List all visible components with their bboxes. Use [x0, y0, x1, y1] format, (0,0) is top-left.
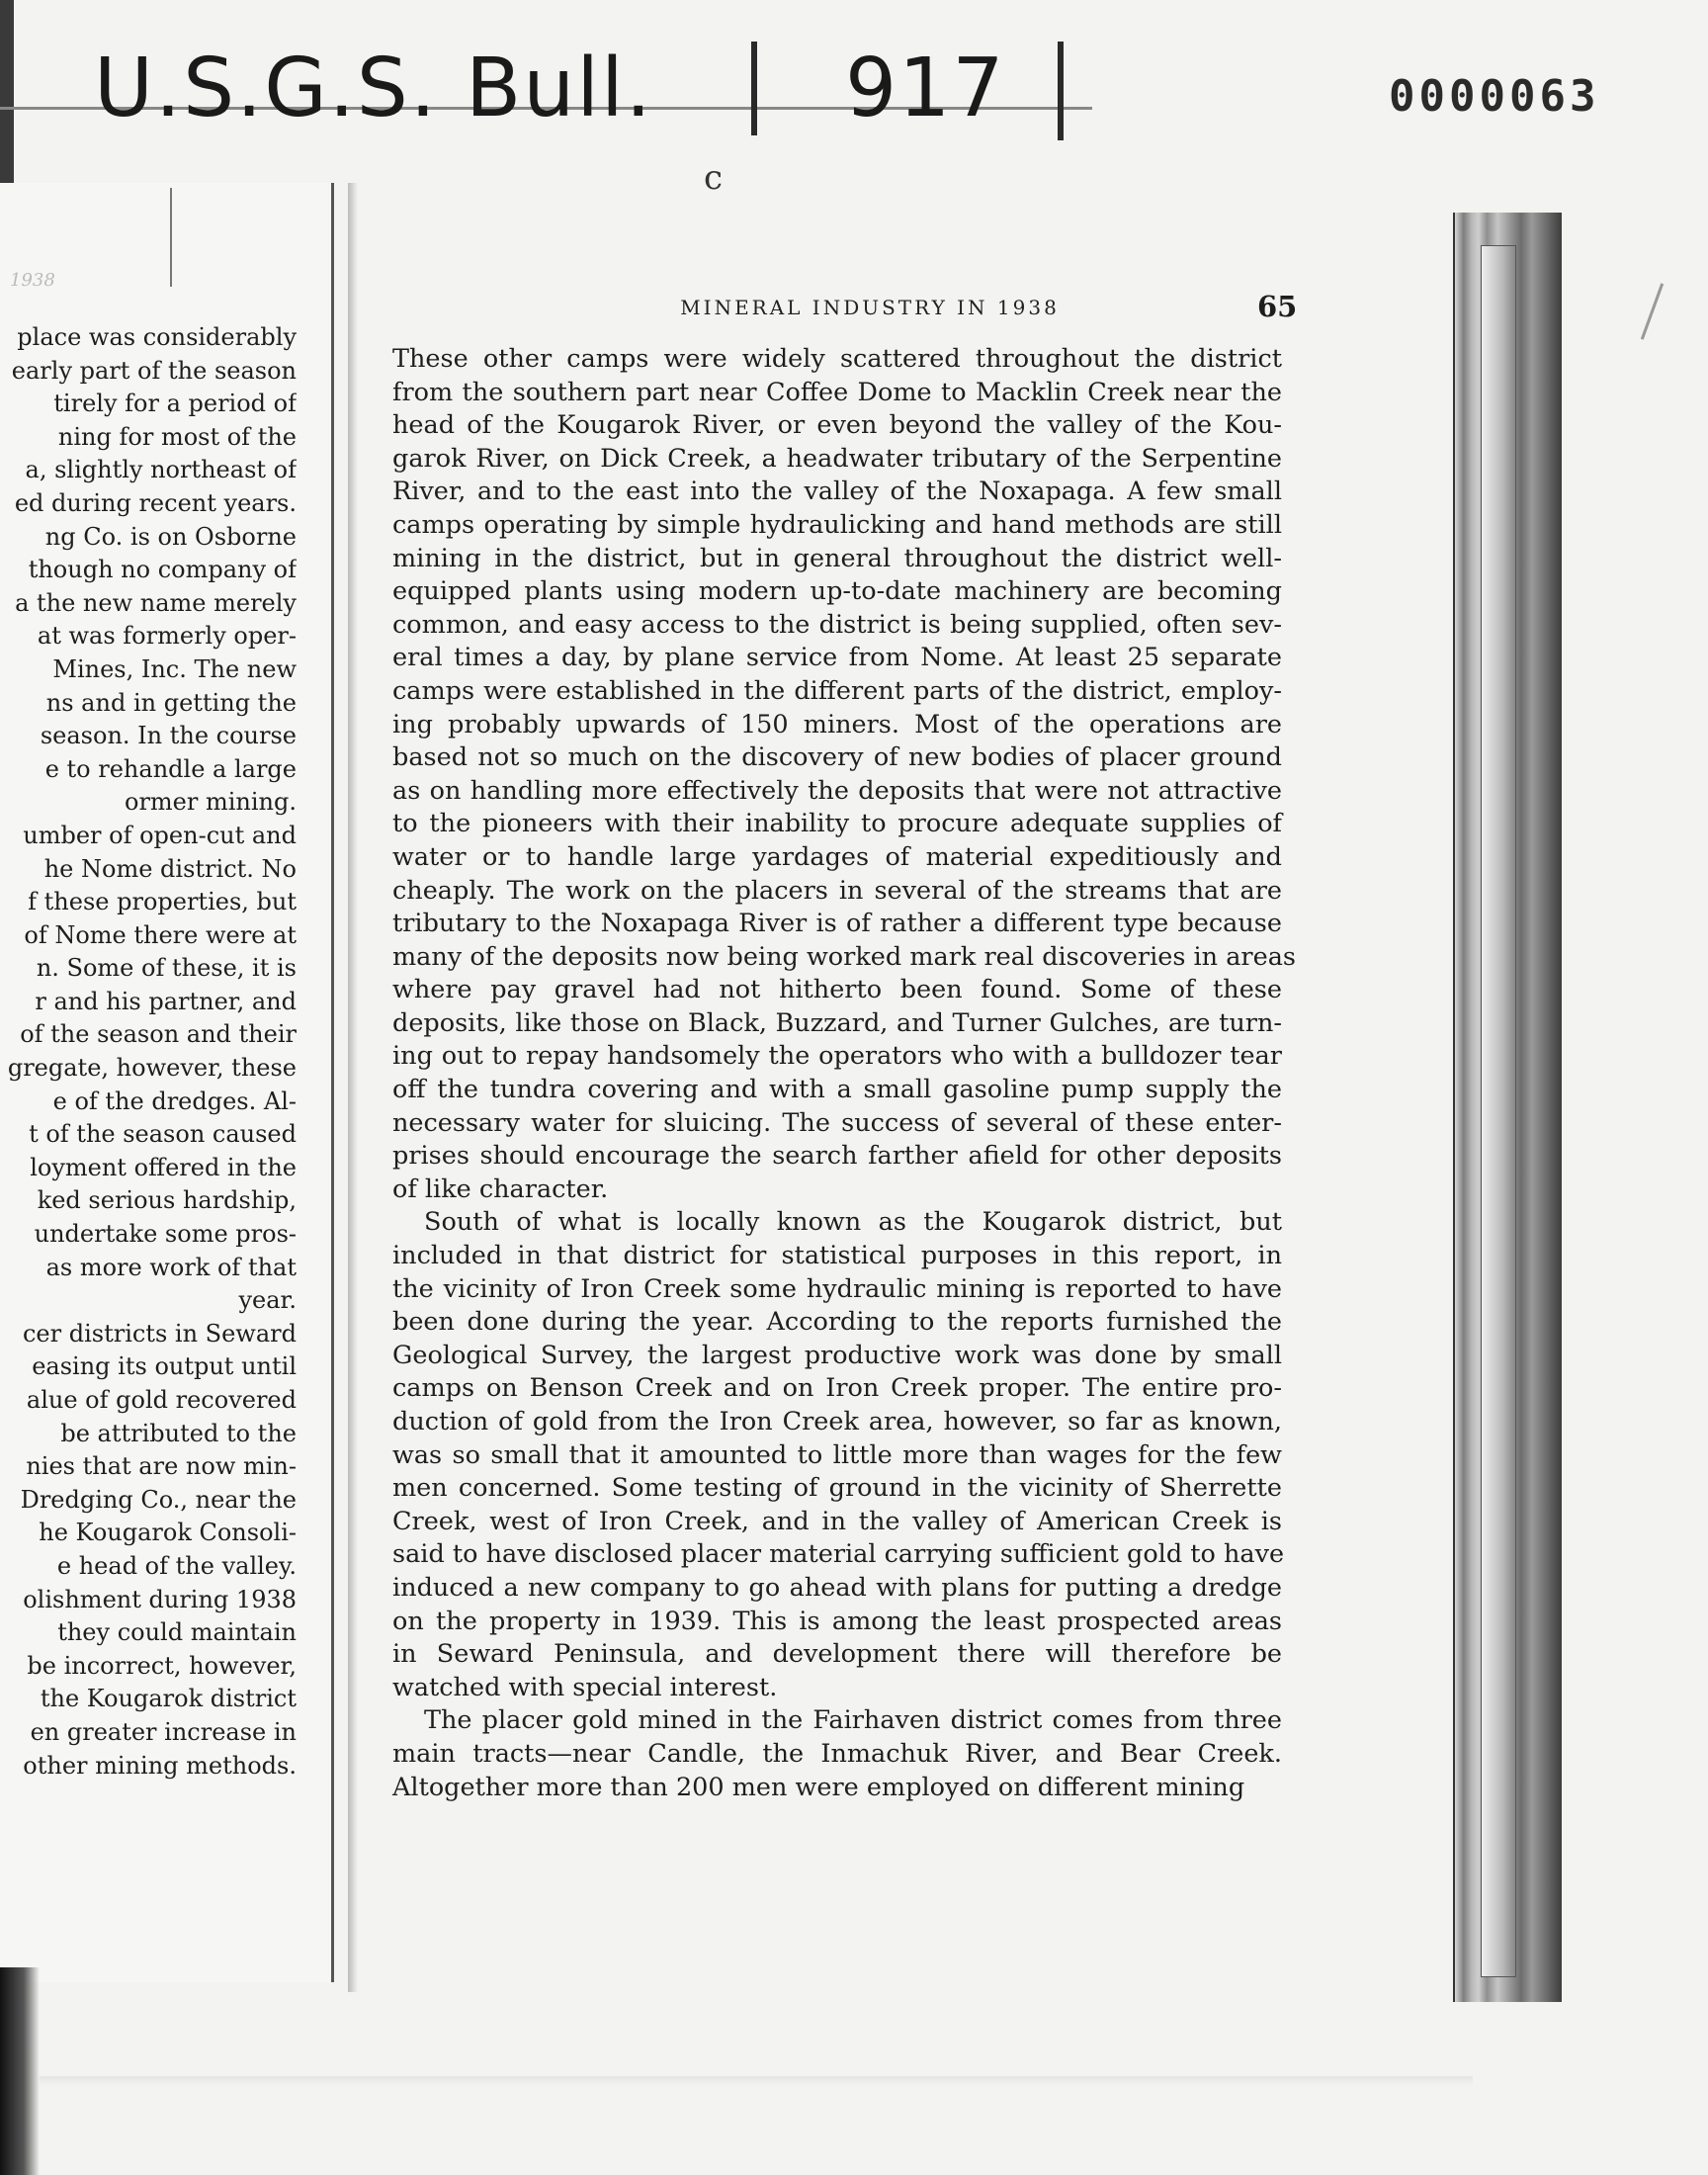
body-text-line: necessary water for sluicing. The success of several of these enter-	[392, 1107, 1282, 1138]
body-text-line: mining in the district, but in general throughout the district well-	[392, 543, 1282, 573]
left-page-line: ormer mining.	[125, 788, 297, 817]
left-page-line: as more work of that	[45, 1253, 297, 1281]
left-page-line: he Kougarok Consoli-	[39, 1519, 297, 1547]
body-text-line: off the tundra covering and with a small gasoline pump supply the	[392, 1075, 1282, 1105]
body-text-line: ing out to repay handsomely the operators who with a bulldozer tear	[392, 1041, 1282, 1072]
handwritten-separator	[1058, 42, 1064, 140]
left-faint-text: 1938	[10, 270, 55, 291]
body-text-line: main tracts—near Candle, the Inmachuk River, and Bear Creek.	[392, 1738, 1282, 1769]
left-margin-rule	[170, 188, 172, 287]
left-page-line: be attributed to the	[60, 1419, 297, 1447]
left-page-line: of Nome there were at	[24, 920, 297, 949]
body-text-line: deposits, like those on Black, Buzzard, and Turner Gulches, are turn-	[392, 1007, 1282, 1038]
left-page-line: undertake some pros-	[34, 1220, 297, 1249]
body-text-line: from the southern part near Coffee Dome to Macklin Creek near the	[392, 377, 1282, 407]
left-page-line: r and his partner, and	[35, 987, 297, 1015]
body-text-line: in Seward Peninsula, and development there will therefore be	[392, 1639, 1282, 1670]
body-text-line: where pay gravel had not hitherto been found. Some of these	[392, 975, 1282, 1005]
left-page-line: he Nome district. No	[43, 854, 297, 883]
left-page-line: Mines, Inc. The new	[52, 654, 297, 683]
body-text-line: Creek, west of Iron Creek, and in the valley of American Creek is	[392, 1506, 1282, 1536]
left-page-line: of the season and their	[20, 1020, 297, 1049]
left-page-line: early part of the season	[11, 356, 297, 385]
left-page-line: cer districts in Seward	[22, 1319, 297, 1348]
body-text-line: Altogether more than 200 men were employed on different mining	[392, 1772, 1245, 1802]
body-text-line: ing probably upwards of 150 miners. Most of the operations are	[392, 709, 1282, 740]
handwritten-annotation	[94, 42, 1092, 150]
body-text-line: based not so much on the discovery of new bodies of placer ground	[392, 742, 1282, 773]
scan-corner-shadow	[0, 1967, 40, 2175]
body-text-line: of like character.	[392, 1174, 609, 1204]
left-page-line: olishment during 1938	[23, 1585, 297, 1613]
left-page-line: a, slightly northeast of	[25, 456, 297, 484]
left-page-line: year.	[238, 1286, 297, 1315]
main-page	[361, 193, 1409, 2002]
left-page-line: e to rehandle a large	[44, 754, 297, 783]
left-page-line: season. In the course	[40, 722, 297, 750]
body-text-line: was so small that it amounted to little more than wages for the few	[392, 1439, 1282, 1470]
left-page-line: ning for most of the	[57, 422, 297, 451]
page-bottom-shadow	[40, 2076, 1473, 2086]
body-text-line: to the pioneers with their inability to procure adequate supplies of	[392, 809, 1282, 839]
left-page-line: loyment offered in the	[30, 1153, 297, 1181]
pencil-mark: c	[704, 158, 724, 198]
scan-edge-shadow	[0, 0, 14, 188]
body-text-line: equipped plants using modern up-to-date machinery are becoming	[392, 576, 1282, 607]
body-text-line: South of what is locally known as the Kougarok district, but	[424, 1207, 1282, 1238]
body-text-line: induced a new company to go ahead with plans for putting a dredge	[392, 1572, 1282, 1603]
body-text-line: many of the deposits now being worked mark real discoveries in areas	[392, 941, 1296, 972]
left-page-line: a the new name merely	[15, 588, 297, 617]
left-page-line: though no company of	[28, 556, 297, 584]
left-page-line: f these properties, but	[28, 888, 297, 916]
running-head: MINERAL INDUSTRY IN 1938	[680, 296, 1060, 319]
left-page-line: n. Some of these, it is	[36, 954, 297, 983]
body-text-line: eral times a day, by plane service from Nome. At least 25 separate	[392, 643, 1282, 673]
left-page-line: nies that are now min-	[26, 1452, 297, 1481]
left-page-line: en greater increase in	[30, 1717, 297, 1746]
left-page-line: alue of gold recovered	[26, 1386, 297, 1414]
body-text-line: said to have disclosed placer material carrying sufficient gold to have	[392, 1539, 1285, 1570]
handwritten-bulletin-number: 917	[845, 42, 1006, 135]
body-text-line: Geological Survey, the largest productive work was done by small	[392, 1340, 1282, 1370]
left-page-line: easing its output until	[32, 1352, 297, 1381]
body-text-line: the vicinity of Iron Creek some hydraulic mining is reported to have	[392, 1273, 1282, 1304]
left-page-line: Dredging Co., near the	[20, 1485, 297, 1514]
left-page-line: ng Co. is on Osborne	[44, 522, 297, 551]
body-text-line: been done during the year. According to the reports furnished the	[392, 1307, 1282, 1338]
document-stamp-number: 0000063	[1389, 71, 1600, 122]
left-page-line: ked serious hardship,	[37, 1186, 297, 1215]
handwritten-bulletin-label: U.S.G.S. Bull.	[94, 42, 653, 135]
left-page-line: place was considerably	[17, 323, 297, 351]
body-text-line: These other camps were widely scattered throughout the district	[392, 344, 1282, 374]
body-text-line: River, and to the east into the valley of the Noxapaga. A few small	[392, 477, 1282, 507]
body-text-line: included in that district for statistical purposes in this report, in	[392, 1241, 1282, 1271]
page-number: 65	[1257, 290, 1298, 323]
body-text-line: duction of gold from the Iron Creek area, however, so far as known,	[392, 1407, 1282, 1436]
body-text-line: The placer gold mined in the Fairhaven district comes from three	[424, 1705, 1282, 1736]
body-text-line: as on handling more effectively the deposits that were not attractive	[392, 775, 1282, 806]
body-text-line: cheaply. The work on the placers in several of the streams that are	[392, 875, 1282, 906]
left-page-line: e head of the valley.	[56, 1551, 297, 1580]
body-text-line: garok River, on Dick Creek, a headwater tributary of the Serpentine	[392, 443, 1282, 474]
left-page-line: tirely for a period of	[53, 390, 297, 418]
handwritten-separator	[751, 42, 757, 135]
body-text-line: on the property in 1939. This is among the least prospected areas	[392, 1606, 1282, 1636]
left-page-line: they could maintain	[57, 1618, 297, 1647]
left-page-line: umber of open-cut and	[23, 821, 297, 849]
left-page-fragment	[0, 183, 334, 1982]
left-page-line: ed during recent years.	[14, 488, 297, 517]
body-text-line: water or to handle large yardages of material expeditiously and	[392, 841, 1282, 872]
body-text-line: common, and easy access to the district is being supplied, often sev-	[392, 609, 1282, 640]
left-page-line: the Kougarok district	[40, 1685, 297, 1713]
left-page-line: ns and in getting the	[45, 688, 297, 717]
body-text-line: men concerned. Some testing of ground in the vicinity of Sherrette	[392, 1473, 1282, 1504]
left-page-line: at was formerly oper-	[37, 622, 297, 651]
body-text-line: watched with special interest.	[392, 1672, 778, 1702]
body-text-line: prises should encourage the search farther afield for other deposits	[392, 1141, 1282, 1172]
left-page-line: gregate, however, these	[7, 1054, 297, 1083]
left-page-line: be incorrect, however,	[27, 1651, 297, 1680]
left-page-line: t of the season caused	[29, 1120, 297, 1149]
body-text-line: tributary to the Noxapaga River is of rather a different type because	[392, 909, 1282, 939]
left-page-line: e of the dredges. Al-	[52, 1087, 297, 1115]
page-body-text	[392, 343, 1296, 1804]
page-gutter	[348, 183, 358, 1992]
body-text-line: camps operating by simple hydraulicking and hand methods are still	[392, 509, 1282, 540]
left-page-line: other mining methods.	[23, 1751, 297, 1780]
body-text-line: camps on Benson Creek and on Iron Creek proper. The entire pro-	[392, 1373, 1282, 1404]
body-text-line: head of the Kougarok River, or even beyond the valley of the Kou-	[392, 410, 1282, 441]
binding-spine	[1481, 245, 1516, 1977]
body-text-line: camps were established in the different parts of the district, employ-	[392, 675, 1282, 706]
margin-mark	[1641, 283, 1664, 339]
left-page-text	[0, 321, 297, 1783]
